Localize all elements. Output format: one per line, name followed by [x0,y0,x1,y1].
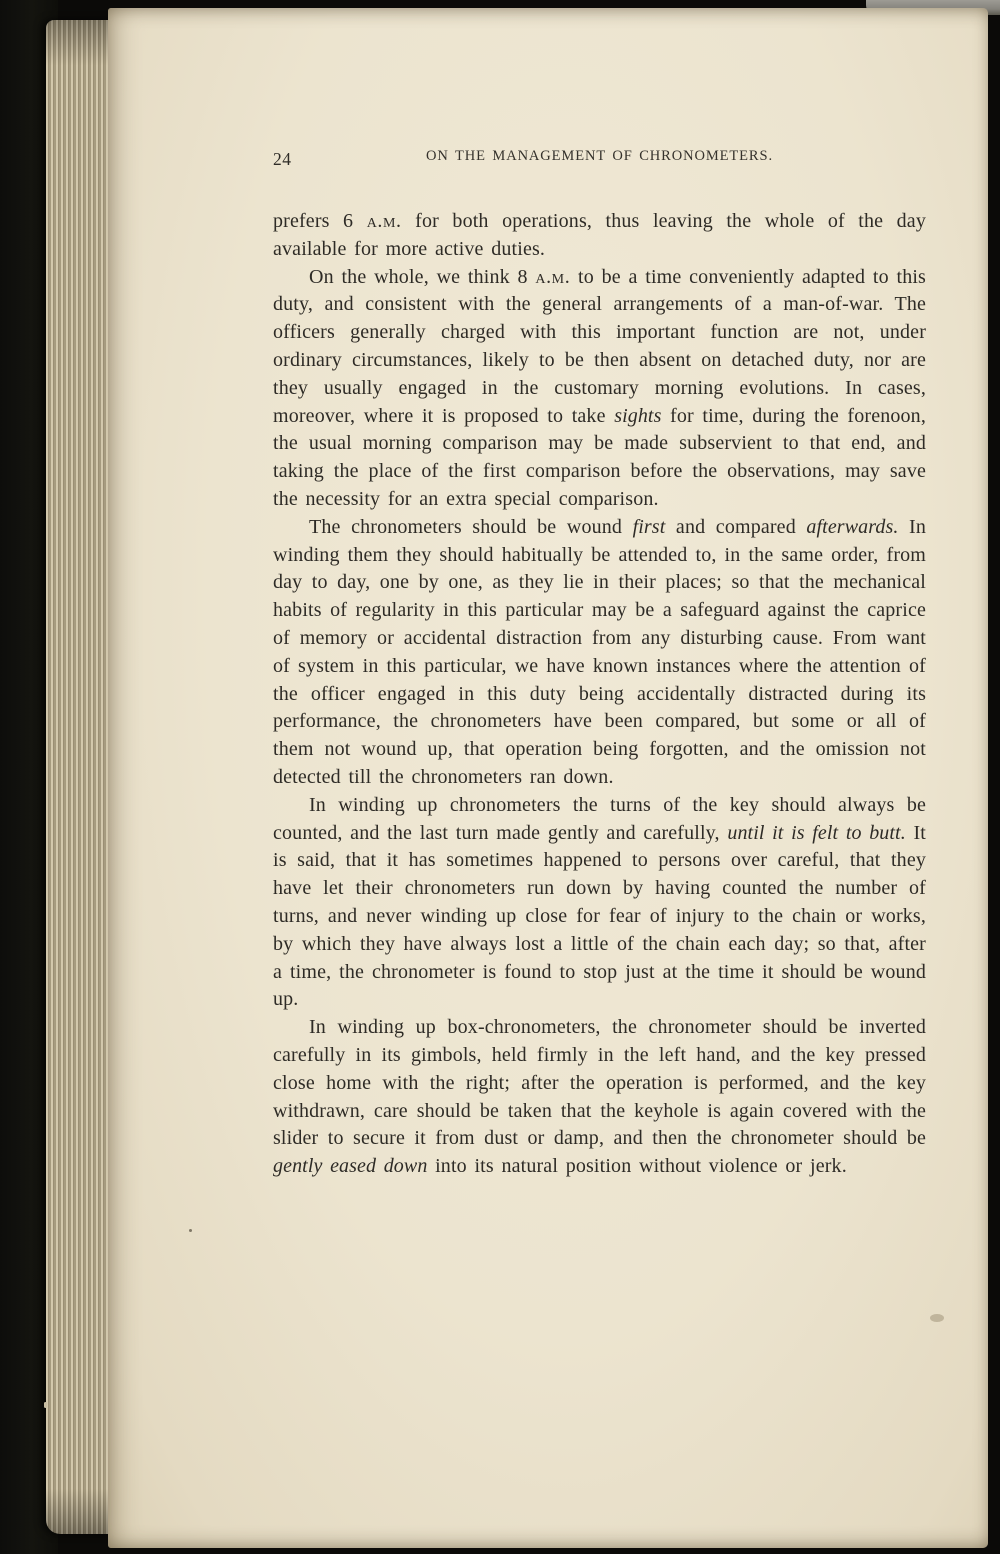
text-run: It is said, that it has sometimes happened to persons over careful, that they have let their chronometers run down by having counted the number of turns, and never winding up close for fear of injury to the chain or works, by which they have always lost a little of the chain each day; so that, after a time, the chronometer is found to stop just at the time it should be wound up. [273,821,927,1011]
text-run: and compared [665,515,807,538]
paragraph [273,514,926,792]
text-run: On the whole, we think 8 [309,265,536,288]
text-run: into its natural position without violence or jerk. [427,1155,847,1178]
italic-text-run: afterwards. [806,515,899,538]
italic-text-run: until it is felt to butt. [727,821,906,844]
smallcaps-text-run: a.m. [535,265,571,288]
running-header: ON THE MANAGEMENT OF CHRONOMETERS. [425,148,773,164]
page-header [273,148,926,170]
paragraph [273,208,926,264]
page-speck [44,1402,47,1408]
paragraph [273,264,926,514]
smallcaps-text-run: a.m. [366,210,402,232]
body-text [273,208,926,1181]
italic-text-run: gently eased down [273,1155,428,1178]
stacked-page-edges [46,20,114,1534]
page-number: 24 [273,149,292,169]
paragraph [273,792,926,1014]
text-run: for both operations, thus leaving the whole of the day available for more active duties. [273,210,926,260]
italic-text-run: first [632,515,666,538]
text-run: In winding up chronometers the turns of the key should always be counted, and the last turn made gently and carefully, [273,793,926,844]
page-content [273,148,926,1181]
italic-text-run: sights [614,404,662,427]
text-run: In winding them they should habitually be attended to, in the same order, from day to day, one by one, as they lie in their places; so that the mechanical habits of regularity in this particular may be a safeguard against the caprice of memory or accidental distraction from any disturbing cause. From want of system in this particular, we have known instances where the attention of the officer engaged in this duty being accidentally distracted during its performance, the chronometers have been compared, but some or all of them not wound up, that operation being forgotten, and the omission not detected till the chronometers ran down. [273,515,926,788]
paragraph [273,1014,926,1181]
text-run: The chronometers should be wound [309,515,633,538]
ink-speck [189,1229,192,1232]
book-page [108,8,988,1548]
text-run: to be a time conveniently adapted to this duty, and consistent with the general arrangements of a man-of-war. The officers generally charged with this important function are not, under ordinary circumstances, likely to be then absent on detached duty, nor are they usually engaged in the customary morning evolutions. In cases, moreover, where it is proposed to take [273,265,926,427]
text-run: for time, during the forenoon, the usual morning comparison may be made subservient to that end, and taking the place of the first comparison before the observations, may save the necessity for an extra special comparison. [273,404,926,510]
text-run: In winding up box-chronometers, the chronometer should be inverted carefully in its gimbols, held firmly in the left hand, and the key pressed close home with the right; after the operation is performed, and the key withdrawn, care should be taken that the keyhole is again covered with the slider to secure it from dust or damp, and then the chronometer should be [273,1016,926,1150]
text-run: prefers 6 [273,210,367,232]
page-smudge [930,1314,944,1322]
